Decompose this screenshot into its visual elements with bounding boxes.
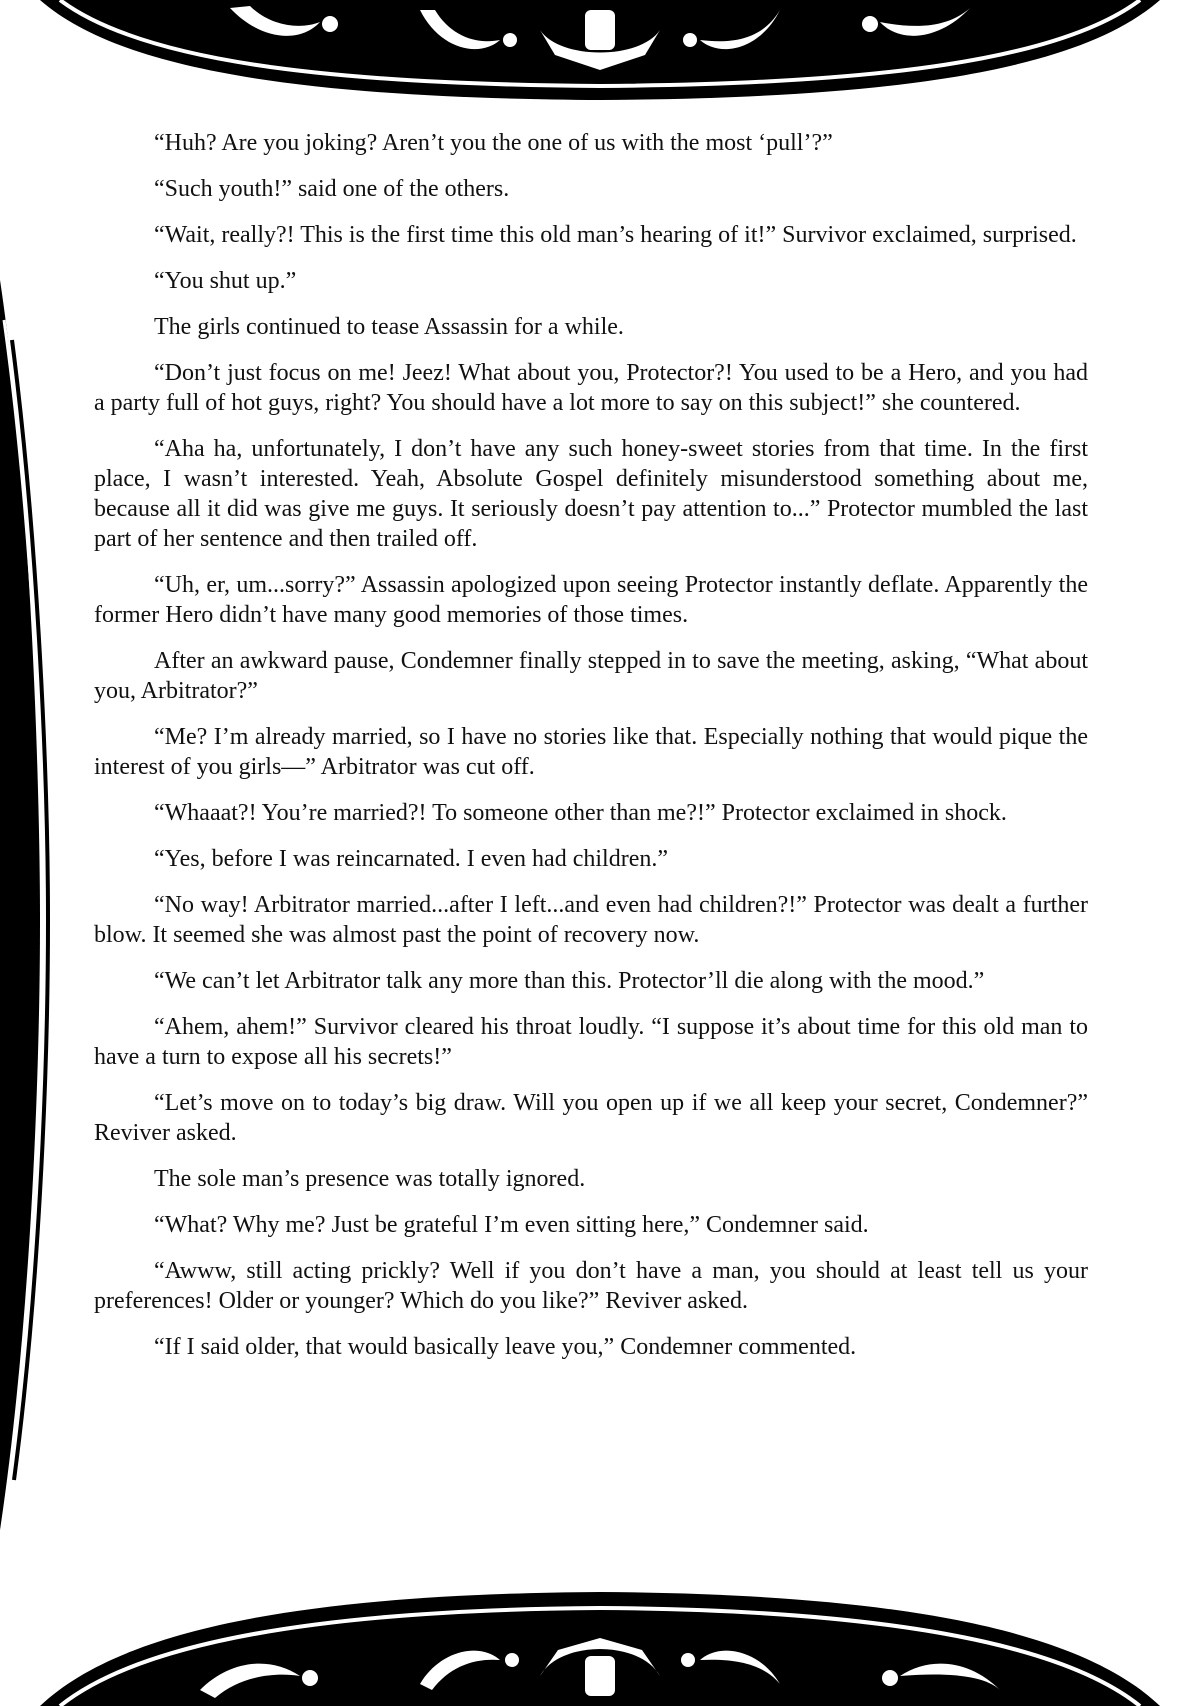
paragraph-13: “No way! Arbitrator married...after I left...and even had children?!” Protector was dealt a further blow. It seemed she was almost past the point of recovery now. xyxy=(94,892,1088,948)
paragraph-17: The sole man’s presence was totally ignored. xyxy=(154,1166,586,1192)
paragraph-16: “Let’s move on to today’s big draw. Will you open up if we all keep your secret, Condemner?” Reviver asked. xyxy=(94,1090,1088,1146)
paragraph-15: “Ahem, ahem!” Survivor cleared his throat loudly. “I suppose it’s about time for this old man to have a turn to expose all his secrets!” xyxy=(94,1014,1088,1070)
paragraph-18: “What? Why me? Just be grateful I’m even sitting here,” Condemner said. xyxy=(154,1212,869,1238)
paragraph-1: “Huh? Are you joking? Aren’t you the one of us with the most ‘pull’?” xyxy=(154,130,833,156)
paragraph-3: “Wait, really?! This is the first time this old man’s hearing of it!” Survivor exclaimed, surprised. xyxy=(154,222,1077,248)
paragraph-8: “Uh, er, um...sorry?” Assassin apologized upon seeing Protector instantly deflate. Apparently the former Hero didn’t have many good memories of those times. xyxy=(94,572,1088,628)
paragraph-4: “You shut up.” xyxy=(154,268,297,294)
paragraph-7: “Aha ha, unfortunately, I don’t have any such honey-sweet stories from that time. In the first place, I wasn’t interested. Yeah, Absolute Gospel definitely misunderstood something about me, because all it did was give me guys. It seriously doesn’t pay attention to...” Protector mumbled the last part of her sentence and then trailed off. xyxy=(94,436,1088,552)
paragraph-10: “Me? I’m already married, so I have no stories like that. Especially nothing that would pique the interest of you girls—” Arbitrator was cut off. xyxy=(94,724,1088,780)
paragraph-9: After an awkward pause, Condemner finally stepped in to save the meeting, asking, “What about you, Arbitrator?” xyxy=(94,648,1088,704)
paragraph-19: “Awww, still acting prickly? Well if you don’t have a man, you should at least tell us your preferences! Older or younger? Which do you like?” Reviver asked. xyxy=(94,1258,1088,1314)
paragraph-5: The girls continued to tease Assassin for a while. xyxy=(154,314,624,340)
body-text xyxy=(94,128,1088,1378)
paragraph-11: “Whaaat?! You’re married?! To someone other than me?!” Protector exclaimed in shock. xyxy=(154,800,1007,826)
left-border-icon xyxy=(0,280,70,1530)
paragraph-14: “We can’t let Arbitrator talk any more than this. Protector’ll die along with the mood.” xyxy=(154,968,985,994)
bottom-ornament-icon xyxy=(0,1580,1200,1706)
top-ornament-icon xyxy=(0,0,1200,120)
paragraph-6: “Don’t just focus on me! Jeez! What about you, Protector?! You used to be a Hero, and you had a party full of hot guys, right? You should have a lot more to say on this subject!” she countered. xyxy=(94,360,1088,416)
paragraph-12: “Yes, before I was reincarnated. I even had children.” xyxy=(154,846,668,872)
paragraph-20: “If I said older, that would basically leave you,” Condemner commented. xyxy=(154,1334,857,1360)
paragraph-2: “Such youth!” said one of the others. xyxy=(154,176,510,202)
